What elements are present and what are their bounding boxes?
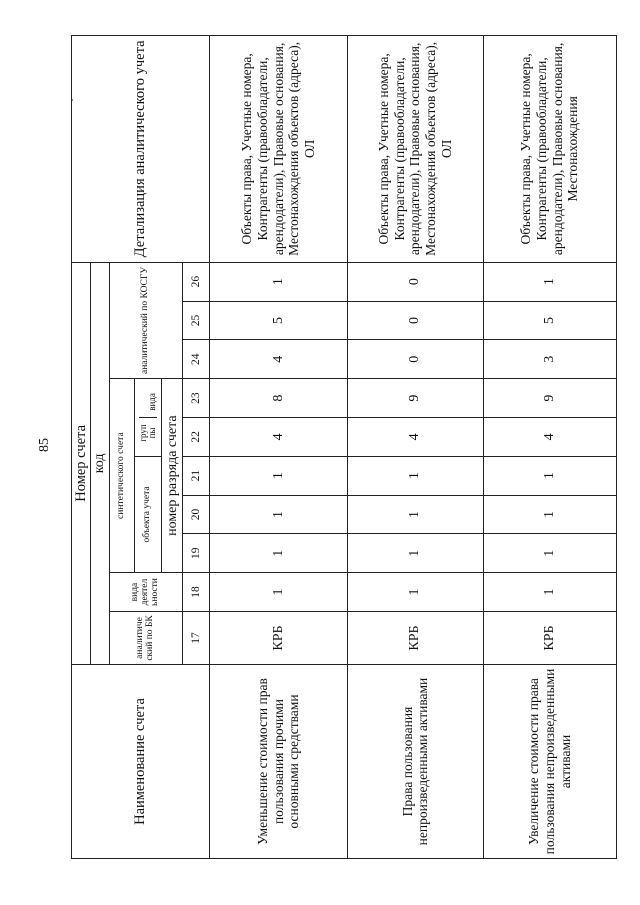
row-d18: 1 xyxy=(210,573,348,612)
digit-26: 26 xyxy=(183,262,210,301)
row-d25: 5 xyxy=(483,301,616,340)
header-digit-number: номер разряда счета xyxy=(162,379,183,573)
header-analytic-kosgu: аналитический по КОСГУ xyxy=(110,262,183,378)
row-d24: 3 xyxy=(483,340,616,379)
row-bk: КРБ xyxy=(347,611,483,664)
table-row xyxy=(210,36,348,859)
row-d25: 0 xyxy=(347,301,483,340)
row-name: Увеличение стоимости права пользования непроизведенными активами xyxy=(483,665,616,859)
header-activity-type: вида деятел ьности xyxy=(110,573,183,612)
header-account-name: Наименование счета xyxy=(72,665,210,859)
row-d19: 1 xyxy=(483,534,616,573)
digit-19: 19 xyxy=(183,534,210,573)
row-d18: 1 xyxy=(483,573,616,612)
row-d22: 4 xyxy=(347,417,483,456)
header-code: код xyxy=(91,262,110,664)
row-detail: Объекты права, Учетные номера, Контрагенты (правообладатели, арендодатели), Правовые основания, Местонахождения объектов (адреса), ОЛ xyxy=(210,36,348,263)
row-name: Права пользования непроизведенными активами xyxy=(347,665,483,859)
row-d20: 1 xyxy=(210,495,348,534)
row-d26: 0 xyxy=(347,262,483,301)
row-d19: 1 xyxy=(347,534,483,573)
row-d25: 5 xyxy=(210,301,348,340)
digit-25: 25 xyxy=(183,301,210,340)
row-d18: 1 xyxy=(347,573,483,612)
row-d20: 1 xyxy=(483,495,616,534)
accounts-table xyxy=(71,35,617,859)
header-group-kind xyxy=(134,379,162,457)
row-d26: 1 xyxy=(210,262,348,301)
header-group: груп пы xyxy=(139,417,157,448)
digit-21: 21 xyxy=(183,456,210,495)
header-account-number: Номер счета xyxy=(72,262,91,664)
header-synthetic: синтетического счета xyxy=(110,379,134,573)
digit-22: 22 xyxy=(183,417,210,456)
row-detail: Объекты права, Учетные номера, Контрагенты (правообладатели, арендодатели), Правовые основания, Местонахождения xyxy=(483,36,616,263)
row-d21: 1 xyxy=(347,456,483,495)
row-d23: 8 xyxy=(210,379,348,418)
row-d21: 1 xyxy=(210,456,348,495)
row-bk: КРБ xyxy=(483,611,616,664)
rotated-table-container xyxy=(71,35,617,859)
table-row xyxy=(347,36,483,859)
digit-18: 18 xyxy=(183,573,210,612)
digit-17: 17 xyxy=(183,611,210,664)
row-d19: 1 xyxy=(210,534,348,573)
row-d23: 9 xyxy=(483,379,616,418)
row-d20: 1 xyxy=(347,495,483,534)
header-detail: Детализация аналитического учета xyxy=(72,36,210,263)
row-d21: 1 xyxy=(483,456,616,495)
table-row xyxy=(483,36,616,859)
row-bk: КРБ xyxy=(210,611,348,664)
header-analytic-bk: аналитиче ский по БК xyxy=(110,611,183,664)
row-d22: 4 xyxy=(483,417,616,456)
header-object: объекта учета xyxy=(134,456,162,572)
row-name: Уменьшение стоимости прав пользования прочими основными средствами xyxy=(210,665,348,859)
row-detail: Объекты права, Учетные номера, Контрагенты (правообладатели, арендодатели), Правовые основания, Местонахождения объектов (адреса), ОЛ xyxy=(347,36,483,263)
page-number: 85 xyxy=(37,438,52,452)
row-d26: 1 xyxy=(483,262,616,301)
digit-23: 23 xyxy=(183,379,210,418)
header-kind: вида xyxy=(146,393,157,411)
row-d24: 4 xyxy=(210,340,348,379)
digit-20: 20 xyxy=(183,495,210,534)
digit-24: 24 xyxy=(183,340,210,379)
row-d24: 0 xyxy=(347,340,483,379)
row-d23: 9 xyxy=(347,379,483,418)
row-d22: 4 xyxy=(210,417,348,456)
